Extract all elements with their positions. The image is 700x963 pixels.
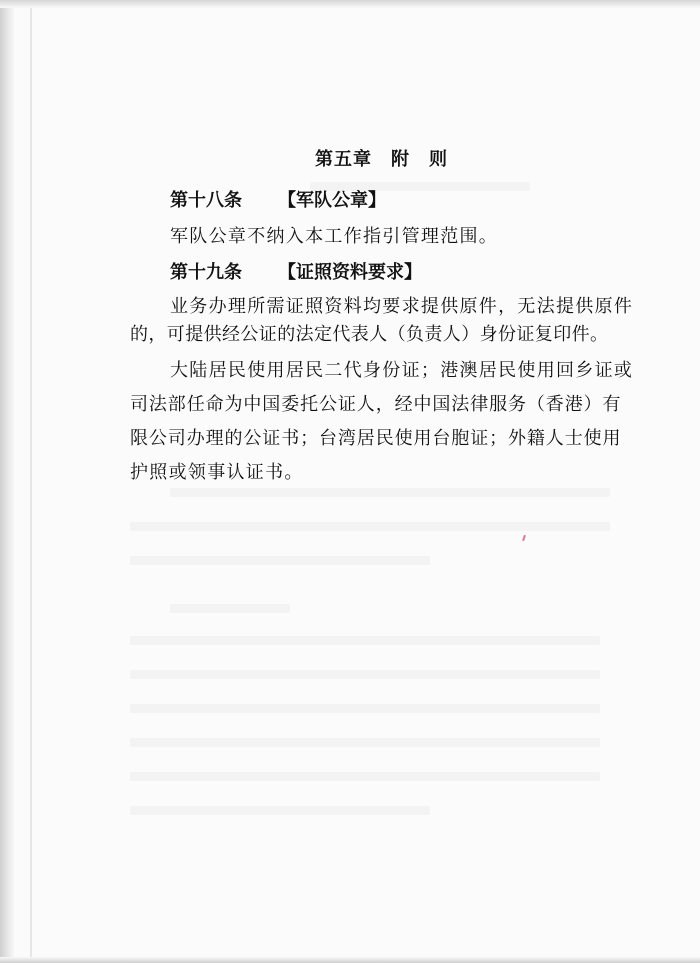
bleed-through xyxy=(170,604,290,613)
article-paragraph-line: 限公司办理的公证书；台湾居民使用台胞证；外籍人士使用 xyxy=(130,428,622,449)
bleed-through xyxy=(130,806,430,815)
chapter-title: 第五章 附 则 xyxy=(315,149,448,170)
article-title: 【军队公章】 xyxy=(278,190,386,211)
article-paragraph-line: 司法部任命为中国委托公证人，经中国法律服务（香港）有 xyxy=(130,394,622,415)
bleed-through xyxy=(130,636,600,645)
article-paragraph-line: 业务办理所需证照资料均要求提供原件，无法提供原件 xyxy=(170,296,634,317)
article-paragraph-line: 的，可提供经公证的法定代表人（负责人）身份证复印件。 xyxy=(130,324,609,345)
scan-left-shadow xyxy=(0,0,14,963)
pen-mark xyxy=(522,535,526,541)
bleed-through xyxy=(130,556,430,565)
article-paragraph-line: 军队公章不纳入本工作指引管理范围。 xyxy=(170,226,499,247)
bleed-through xyxy=(130,704,600,713)
scan-bottom-shadow xyxy=(0,957,700,963)
article-paragraph-line: 护照或领事认证书。 xyxy=(130,462,304,483)
article-paragraph-line: 大陆居民使用居民二代身份证；港澳居民使用回乡证或 xyxy=(170,360,634,381)
bleed-through xyxy=(170,488,610,497)
scan-binding-line xyxy=(30,0,32,963)
article-number: 第十九条 xyxy=(170,262,242,283)
bleed-through xyxy=(130,522,610,531)
bleed-through xyxy=(130,772,600,781)
bleed-through xyxy=(130,738,600,747)
scan-top-shadow xyxy=(0,0,700,8)
bleed-through xyxy=(130,670,600,679)
article-number: 第十八条 xyxy=(170,190,242,211)
article-title: 【证照资料要求】 xyxy=(278,262,422,283)
